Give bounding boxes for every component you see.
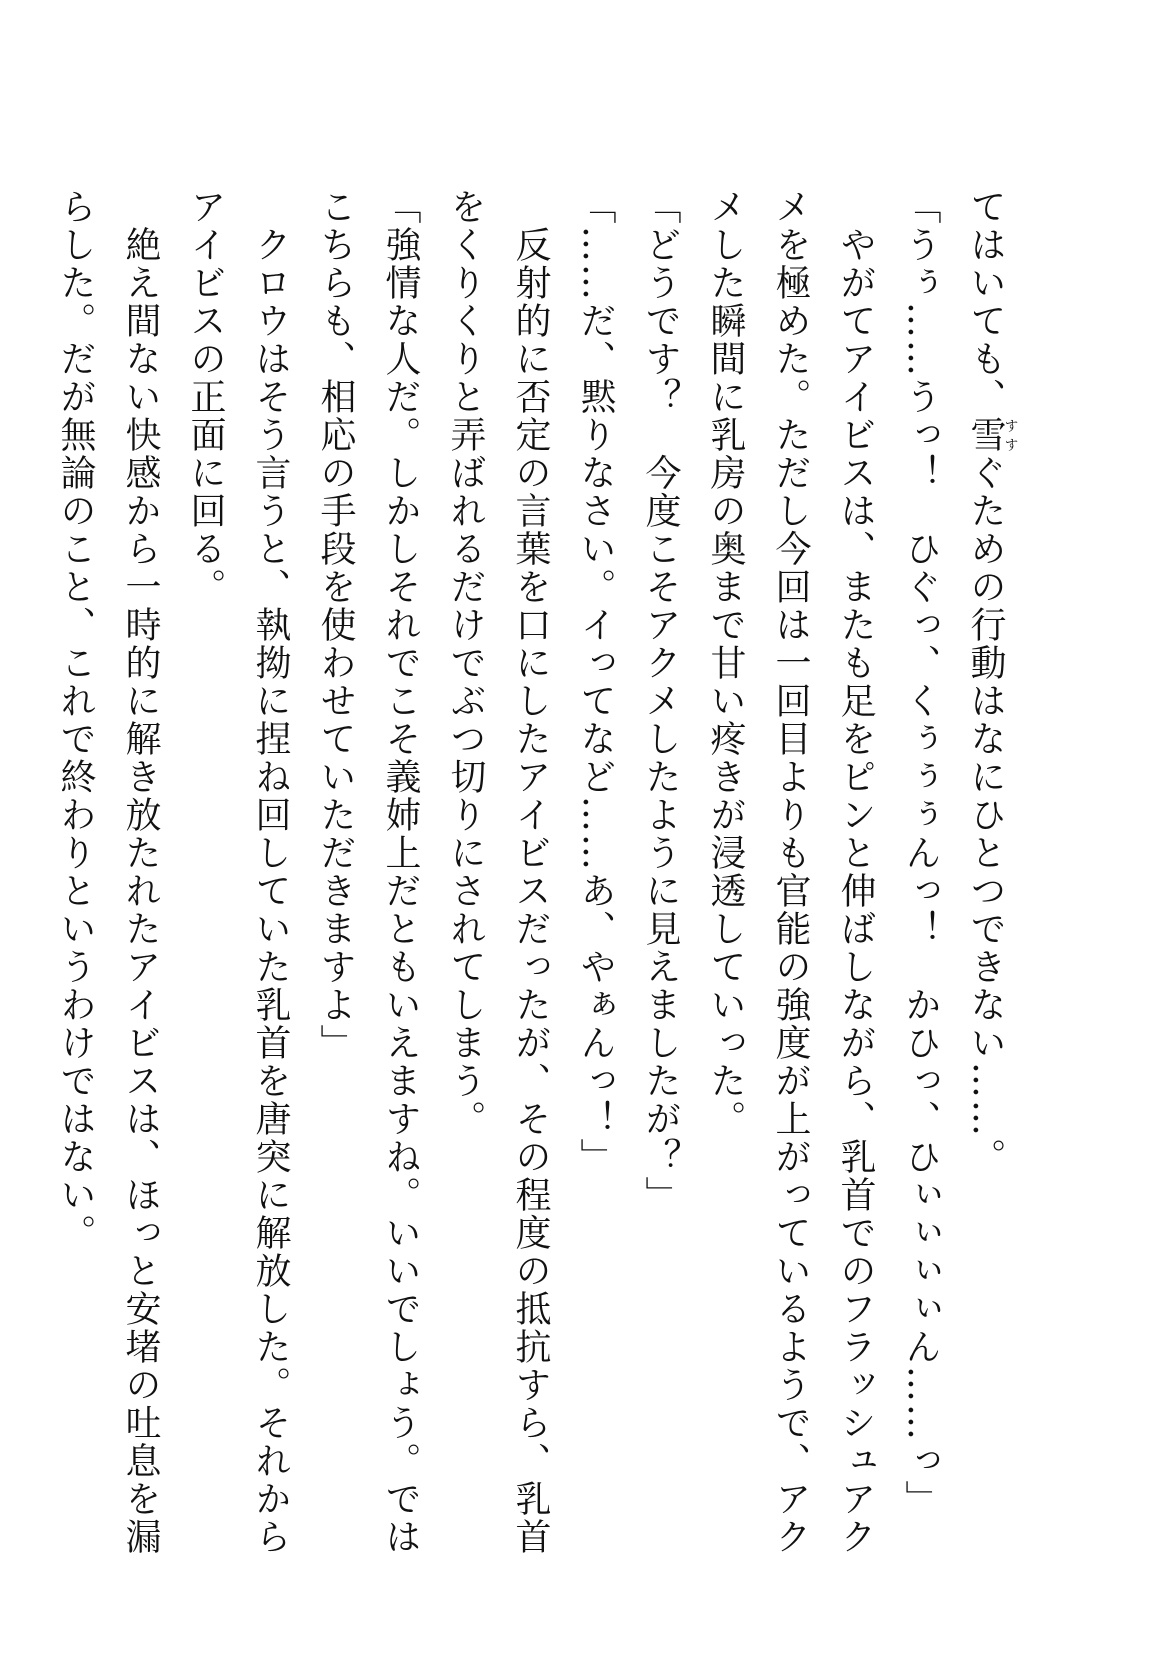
- text-line: てはいても、雪すすぐための行動はなにひとつできない……。: [965, 188, 1019, 1176]
- text-line: こちらも、相応の手段を使わせていただきますよ」: [315, 188, 356, 1062]
- text-line: 「どうです？ 今度こそアクメしたように見えましたが？」: [640, 188, 681, 1214]
- text-line: メした瞬間に乳房の奥まで甘い疼きが浸透していった。: [705, 188, 746, 1138]
- text-line: アイビスの正面に回る。: [185, 188, 226, 606]
- text-line: クロウはそう言うと、執拗に捏ね回していた乳首を唐突に解放した。それから: [250, 188, 291, 1556]
- text-line: やがてアイビスは、またも足をピンと伸ばしながら、乳首でのフラッシュアク: [835, 188, 876, 1556]
- text-line: メを極めた。ただし今回は一回目よりも官能の強度が上がっているようで、アク: [770, 188, 811, 1556]
- text-line: らした。だが無論のこと、これで終わりというわけではない。: [55, 188, 96, 1252]
- vertical-text-body: [43, 188, 1019, 1556]
- text-line: 「うぅ……うっ！ ひぐっ、くぅぅぅんっ！ かひっ、ひぃぃぃぃん……っ」: [900, 188, 941, 1518]
- text-line: 反射的に否定の言葉を口にしたアイビスだったが、その程度の抵抗すら、乳首: [510, 188, 551, 1556]
- text-line: 絶え間ない快感から一時的に解き放たれたアイビスは、ほっと安堵の吐息を漏: [120, 188, 161, 1556]
- text-line: をくりくりと弄ばれるだけでぶつ切りにされてしまう。: [445, 188, 486, 1138]
- text-line: 「……だ、黙りなさい。イってなど……あ、やぁんっ！」: [575, 188, 616, 1176]
- ruby-annotation: 雪すす: [965, 416, 1019, 454]
- text-line: 「強情な人だ。しかしそれでこそ義姉上だともいえますね。いいでしょう。では: [380, 188, 421, 1556]
